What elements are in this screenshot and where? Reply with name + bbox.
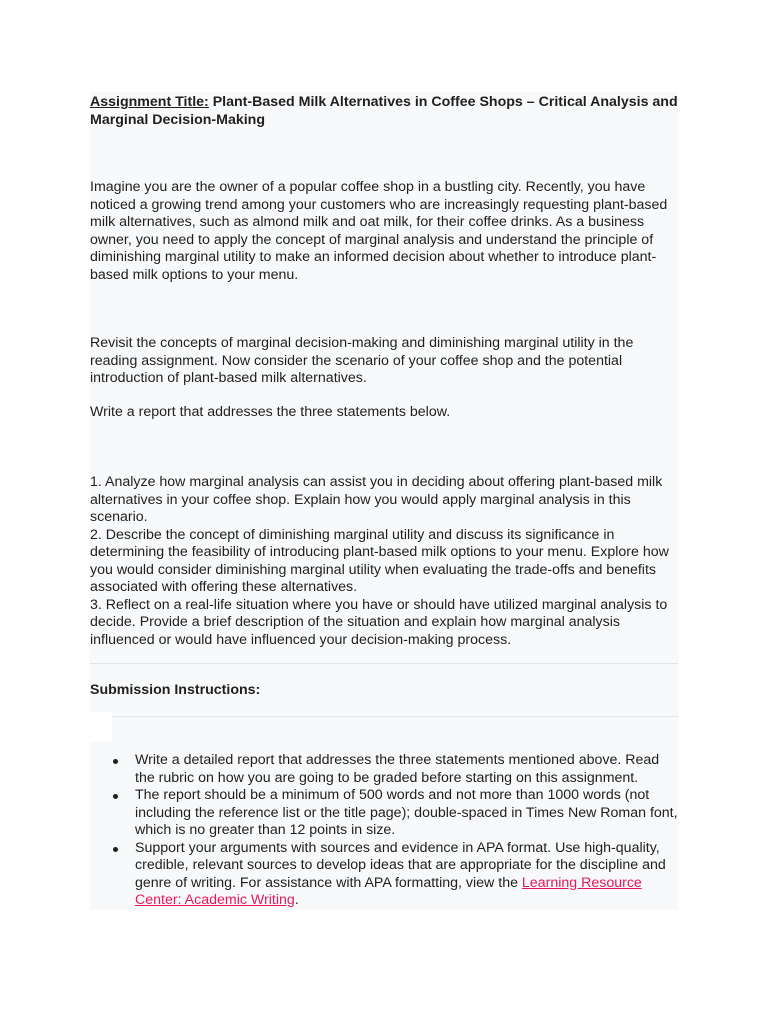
submission-bullet-list xyxy=(90,752,678,910)
submission-bullet-text: Write a detailed report that addresses the three statements mentioned above. Read the rubric on how you are going to be graded before starting on this assignment. xyxy=(135,752,660,786)
bullet-icon xyxy=(113,759,118,764)
submission-bullet-text: Support your arguments with sources and evidence in APA format. Use high-quality, credible, relevant sources to develop ideas that are appropriate for the discipline and genre of writing. For assistance with APA formatting, view the xyxy=(135,839,666,891)
submission-bullet-text: The report should be a minimum of 500 words and not more than 1000 words (not including the reference list or the title page); double-spaced in Times New Roman font, which is no greater than 12 points in size. xyxy=(135,787,678,838)
bullet-icon xyxy=(113,847,118,852)
revisit-paragraph: Revisit the concepts of marginal decision-making and diminishing marginal utility in the reading assignment. Now consider the scenario of your coffee shop and the potential introduction of plant-based milk alternatives. xyxy=(90,335,634,386)
bullet-icon xyxy=(113,794,118,799)
statement-item: 2. Describe the concept of diminishing marginal utility and discuss its significance in determining the feasibility of introducing plant-based milk options to your menu. Explore how you would consider diminishing marginal utility when evaluating the trade-offs and benefits associated with offering these alternatives. xyxy=(90,526,669,595)
submission-heading: Submission Instructions: xyxy=(90,682,261,698)
submission-bullet-end: . xyxy=(294,892,299,908)
learning-resource-center-link[interactable]: Learning Resource Center: Academic Writing xyxy=(135,874,642,908)
statement-item: 3. Reflect on a real-life situation where you have or should have utilized marginal analysis to decide. Provide a brief description of the situation and explain how marginal analysis influenced or would have influenced your decision-making process. xyxy=(90,596,668,648)
statements-list xyxy=(90,474,678,649)
section-divider xyxy=(90,716,678,717)
submission-bullet-item xyxy=(90,752,678,787)
statement-item: 1. Analyze how marginal analysis can assist you in deciding about offering plant-based milk alternatives in your coffee shop. Explain how you would apply marginal analysis in this scenario. xyxy=(90,474,663,525)
write-report-paragraph: Write a report that addresses the three statements below. xyxy=(90,404,451,420)
assignment-title xyxy=(90,93,678,129)
assignment-title-label: Assignment Title: xyxy=(90,94,209,110)
margin-gap xyxy=(90,712,112,742)
section-divider xyxy=(90,663,678,664)
assignment-document xyxy=(90,92,678,907)
submission-bullet-item xyxy=(90,787,678,840)
assignment-title-text: Plant-Based Milk Alternatives in Coffee Shops – Critical Analysis and Marginal Decision-Making xyxy=(90,94,678,128)
intro-paragraph: Imagine you are the owner of a popular coffee shop in a bustling city. Recently, you have noticed a growing trend among your customers who are increasingly requesting plant-based milk alternatives, such as almond milk and oat milk, for their coffee drinks. As a business owner, you need to apply the concept of marginal analysis and understand the principle of diminishing marginal utility to make an informed decision about whether to introduce plant-based milk options to your menu. xyxy=(90,179,668,283)
submission-bullet-item xyxy=(90,840,678,910)
